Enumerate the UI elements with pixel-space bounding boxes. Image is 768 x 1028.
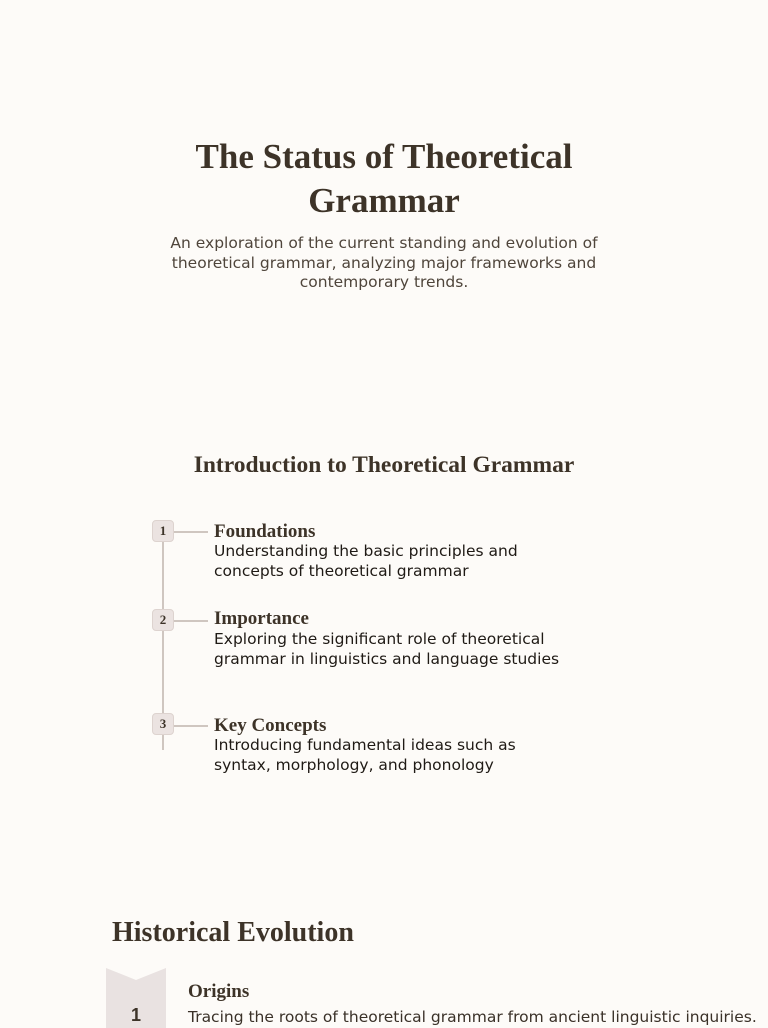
step-number-badge: 2 (152, 609, 174, 631)
step-connector (174, 531, 208, 533)
step-title: Importance (214, 608, 309, 629)
step-title: Foundations (214, 521, 316, 542)
step-description: Understanding the basic principles and concepts of theoretical grammar (214, 542, 518, 580)
page-subtitle: An exploration of the current standing and evolution of theoretical grammar, analyzing major frameworks and contemporary trends. (170, 234, 598, 291)
history-item-title: Origins (188, 981, 250, 1002)
history-section-heading: Historical Evolution (112, 917, 354, 948)
history-item-description: Tracing the roots of theoretical grammar from ancient linguistic inquiries. (188, 1008, 757, 1026)
step-description: Exploring the significant role of theoretical grammar in linguistics and language studies (214, 630, 560, 668)
intro-section-heading: Introduction to Theoretical Grammar (193, 452, 575, 478)
step-number-badge: 1 (152, 520, 174, 542)
step-number-badge: 3 (152, 713, 174, 735)
page-title: The Status of Theoretical Grammar (195, 137, 573, 220)
step-connector (174, 620, 208, 622)
history-item-number: 1 (130, 1005, 141, 1025)
step-title: Key Concepts (214, 715, 327, 736)
step-connector (174, 725, 208, 727)
step-description: Introducing fundamental ideas such as syntax, morphology, and phonology (214, 736, 516, 774)
